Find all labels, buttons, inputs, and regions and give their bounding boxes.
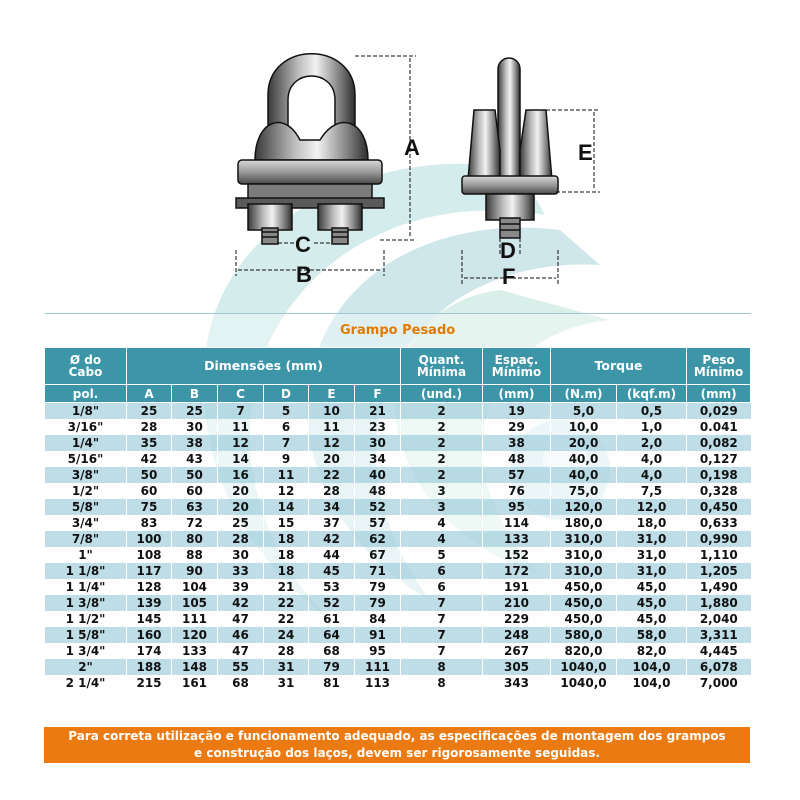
table-cell: 188 bbox=[127, 659, 172, 675]
table-cell: 23 bbox=[355, 419, 401, 435]
table-cell: 6 bbox=[264, 419, 309, 435]
table-cell: 31,0 bbox=[617, 531, 687, 547]
table-row bbox=[45, 675, 751, 691]
cable-size-cell: 1 1/2" bbox=[45, 611, 127, 627]
table-cell: 191 bbox=[483, 579, 551, 595]
table-cell: 343 bbox=[483, 675, 551, 691]
table-row bbox=[45, 435, 751, 451]
dimension-label-f: F bbox=[502, 264, 516, 289]
unit-cell: (mm) bbox=[483, 385, 551, 403]
table-cell: 18,0 bbox=[617, 515, 687, 531]
table-cell: 30 bbox=[218, 547, 264, 563]
table-row bbox=[45, 483, 751, 499]
table-cell: 45,0 bbox=[617, 595, 687, 611]
table-cell: 38 bbox=[483, 435, 551, 451]
table-cell: 63 bbox=[172, 499, 218, 515]
table-cell: 3 bbox=[401, 483, 483, 499]
table-cell: 104 bbox=[172, 579, 218, 595]
table-cell: 7 bbox=[401, 611, 483, 627]
table-cell: 5 bbox=[401, 547, 483, 563]
table-cell: 29 bbox=[483, 419, 551, 435]
table-cell: 24 bbox=[264, 627, 309, 643]
table-cell: 61 bbox=[309, 611, 355, 627]
footer-note bbox=[44, 727, 750, 763]
table-cell: 114 bbox=[483, 515, 551, 531]
table-cell: 0,633 bbox=[687, 515, 751, 531]
table-cell: 450,0 bbox=[551, 579, 617, 595]
table-cell: 34 bbox=[355, 451, 401, 467]
table-cell: 18 bbox=[264, 531, 309, 547]
side-view bbox=[462, 58, 558, 238]
header-min-weight: Peso Mínimo bbox=[687, 348, 751, 385]
table-cell: 0,5 bbox=[617, 403, 687, 420]
table-cell: 580,0 bbox=[551, 627, 617, 643]
dimension-label-c: C bbox=[295, 232, 311, 257]
table-cell: 120,0 bbox=[551, 499, 617, 515]
table-cell: 12 bbox=[218, 435, 264, 451]
table-cell: 2 bbox=[401, 467, 483, 483]
table-cell: 7 bbox=[401, 627, 483, 643]
table-row bbox=[45, 643, 751, 659]
table-cell: 28 bbox=[309, 483, 355, 499]
table-cell: 310,0 bbox=[551, 563, 617, 579]
table-row bbox=[45, 419, 751, 435]
unit-cell: pol. bbox=[45, 385, 127, 403]
table-cell: 11 bbox=[264, 467, 309, 483]
cable-size-cell: 1 3/8" bbox=[45, 595, 127, 611]
cable-size-cell: 1 5/8" bbox=[45, 627, 127, 643]
table-cell: 1,880 bbox=[687, 595, 751, 611]
footer-line-1: Para correta utilização e funcionamento adequado, as especificações de montagem dos grampos bbox=[68, 729, 726, 743]
cable-size-cell: 7/8" bbox=[45, 531, 127, 547]
dimension-label-a: A bbox=[404, 135, 420, 160]
table-cell: 79 bbox=[355, 595, 401, 611]
table-cell: 14 bbox=[264, 499, 309, 515]
table-cell: 310,0 bbox=[551, 531, 617, 547]
table-cell: 90 bbox=[172, 563, 218, 579]
table-cell: 64 bbox=[309, 627, 355, 643]
cable-size-cell: 1/2" bbox=[45, 483, 127, 499]
table-cell: 9 bbox=[264, 451, 309, 467]
table-cell: 28 bbox=[264, 643, 309, 659]
table-cell: 15 bbox=[264, 515, 309, 531]
table-title: Grampo Pesado bbox=[45, 314, 751, 348]
table-cell: 450,0 bbox=[551, 611, 617, 627]
table-cell: 79 bbox=[309, 659, 355, 675]
cable-size-cell: 5/8" bbox=[45, 499, 127, 515]
table-cell: 95 bbox=[355, 643, 401, 659]
table-row bbox=[45, 499, 751, 515]
table-cell: 104,0 bbox=[617, 659, 687, 675]
table-cell: 20 bbox=[218, 483, 264, 499]
table-cell: 16 bbox=[218, 467, 264, 483]
header-torque: Torque bbox=[551, 348, 687, 385]
table-cell: 82,0 bbox=[617, 643, 687, 659]
unit-cell: B bbox=[172, 385, 218, 403]
table-cell: 31,0 bbox=[617, 563, 687, 579]
table-cell: 22 bbox=[309, 467, 355, 483]
table-cell: 215 bbox=[127, 675, 172, 691]
table-cell: 105 bbox=[172, 595, 218, 611]
cable-size-cell: 5/16" bbox=[45, 451, 127, 467]
table-cell: 6,078 bbox=[687, 659, 751, 675]
table-cell: 53 bbox=[309, 579, 355, 595]
table-cell: 28 bbox=[127, 419, 172, 435]
table-cell: 2 bbox=[401, 403, 483, 420]
table-cell: 75,0 bbox=[551, 483, 617, 499]
table-cell: 40,0 bbox=[551, 467, 617, 483]
table-cell: 0,198 bbox=[687, 467, 751, 483]
table-row bbox=[45, 467, 751, 483]
table-cell: 22 bbox=[264, 611, 309, 627]
table-cell: 1,110 bbox=[687, 547, 751, 563]
table-cell: 31,0 bbox=[617, 547, 687, 563]
table-cell: 34 bbox=[309, 499, 355, 515]
table-cell: 7 bbox=[401, 643, 483, 659]
table-cell: 57 bbox=[483, 467, 551, 483]
table-cell: 11 bbox=[309, 419, 355, 435]
table-cell: 4 bbox=[401, 515, 483, 531]
table-cell: 83 bbox=[127, 515, 172, 531]
table-cell: 148 bbox=[172, 659, 218, 675]
table-cell: 18 bbox=[264, 547, 309, 563]
cable-size-cell: 3/16" bbox=[45, 419, 127, 435]
table-cell: 104,0 bbox=[617, 675, 687, 691]
cable-size-cell: 1/8" bbox=[45, 403, 127, 420]
table-cell: 52 bbox=[355, 499, 401, 515]
table-cell: 14 bbox=[218, 451, 264, 467]
table-cell: 22 bbox=[264, 595, 309, 611]
table-cell: 133 bbox=[172, 643, 218, 659]
cable-size-cell: 1 1/8" bbox=[45, 563, 127, 579]
table-cell: 68 bbox=[218, 675, 264, 691]
table-cell: 25 bbox=[127, 403, 172, 420]
table-cell: 40 bbox=[355, 467, 401, 483]
table-cell: 48 bbox=[483, 451, 551, 467]
table-row bbox=[45, 579, 751, 595]
table-cell: 5,0 bbox=[551, 403, 617, 420]
table-cell: 305 bbox=[483, 659, 551, 675]
table-cell: 75 bbox=[127, 499, 172, 515]
table-cell: 7,5 bbox=[617, 483, 687, 499]
table-cell: 18 bbox=[264, 563, 309, 579]
table-cell: 6 bbox=[401, 563, 483, 579]
table-cell: 21 bbox=[355, 403, 401, 420]
table-cell: 88 bbox=[172, 547, 218, 563]
table-cell: 2 bbox=[401, 419, 483, 435]
unit-cell: F bbox=[355, 385, 401, 403]
table-cell: 1,490 bbox=[687, 579, 751, 595]
table-row bbox=[45, 451, 751, 467]
table-cell: 50 bbox=[127, 467, 172, 483]
table-body bbox=[45, 403, 751, 692]
table-cell: 174 bbox=[127, 643, 172, 659]
table-cell: 2,0 bbox=[617, 435, 687, 451]
table-cell: 0,127 bbox=[687, 451, 751, 467]
table-cell: 68 bbox=[309, 643, 355, 659]
table-cell: 267 bbox=[483, 643, 551, 659]
table-row bbox=[45, 403, 751, 420]
table-cell: 46 bbox=[218, 627, 264, 643]
table-cell: 47 bbox=[218, 611, 264, 627]
table-cell: 80 bbox=[172, 531, 218, 547]
table-cell: 4,0 bbox=[617, 467, 687, 483]
header-dimensions: Dimensões (mm) bbox=[127, 348, 401, 385]
table-cell: 21 bbox=[264, 579, 309, 595]
table-cell: 0,328 bbox=[687, 483, 751, 499]
table-cell: 0,450 bbox=[687, 499, 751, 515]
table-cell: 210 bbox=[483, 595, 551, 611]
table-cell: 57 bbox=[355, 515, 401, 531]
table-cell: 55 bbox=[218, 659, 264, 675]
table-row bbox=[45, 531, 751, 547]
unit-cell: D bbox=[264, 385, 309, 403]
dimension-label-e: E bbox=[578, 140, 593, 165]
table-cell: 12,0 bbox=[617, 499, 687, 515]
table-cell: 76 bbox=[483, 483, 551, 499]
table-cell: 30 bbox=[172, 419, 218, 435]
table-cell: 5 bbox=[264, 403, 309, 420]
table-row bbox=[45, 547, 751, 563]
unit-cell: E bbox=[309, 385, 355, 403]
cable-size-cell: 3/4" bbox=[45, 515, 127, 531]
table-cell: 81 bbox=[309, 675, 355, 691]
table-cell: 42 bbox=[127, 451, 172, 467]
table-cell: 111 bbox=[355, 659, 401, 675]
table-cell: 47 bbox=[218, 643, 264, 659]
table-cell: 79 bbox=[355, 579, 401, 595]
table-row bbox=[45, 627, 751, 643]
table-cell: 113 bbox=[355, 675, 401, 691]
table-cell: 12 bbox=[264, 483, 309, 499]
table-cell: 28 bbox=[218, 531, 264, 547]
table-cell: 71 bbox=[355, 563, 401, 579]
table-cell: 172 bbox=[483, 563, 551, 579]
table-cell: 820,0 bbox=[551, 643, 617, 659]
table-cell: 133 bbox=[483, 531, 551, 547]
table-cell: 152 bbox=[483, 547, 551, 563]
header-cable-diameter: Ø do Cabo bbox=[45, 348, 127, 385]
cable-size-cell: 2" bbox=[45, 659, 127, 675]
table-cell: 45,0 bbox=[617, 579, 687, 595]
table-row bbox=[45, 659, 751, 675]
table-cell: 60 bbox=[127, 483, 172, 499]
table-cell: 39 bbox=[218, 579, 264, 595]
table-cell: 25 bbox=[172, 403, 218, 420]
unit-cell: (kqf.m) bbox=[617, 385, 687, 403]
table-cell: 60 bbox=[172, 483, 218, 499]
unit-cell: (und.) bbox=[401, 385, 483, 403]
unit-cell: (N.m) bbox=[551, 385, 617, 403]
unit-cell: (mm) bbox=[687, 385, 751, 403]
table-cell: 42 bbox=[218, 595, 264, 611]
table-cell: 2 bbox=[401, 451, 483, 467]
cable-size-cell: 1 3/4" bbox=[45, 643, 127, 659]
cable-size-cell: 3/8" bbox=[45, 467, 127, 483]
table-cell: 25 bbox=[218, 515, 264, 531]
table-cell: 4,445 bbox=[687, 643, 751, 659]
table-row bbox=[45, 563, 751, 579]
dimension-label-b: B bbox=[296, 262, 312, 287]
table-cell: 31 bbox=[264, 675, 309, 691]
table-cell: 0,082 bbox=[687, 435, 751, 451]
table-cell: 72 bbox=[172, 515, 218, 531]
table-cell: 180,0 bbox=[551, 515, 617, 531]
table-cell: 37 bbox=[309, 515, 355, 531]
table-cell: 48 bbox=[355, 483, 401, 499]
table-cell: 1,0 bbox=[617, 419, 687, 435]
unit-cell: C bbox=[218, 385, 264, 403]
table-cell: 1,205 bbox=[687, 563, 751, 579]
table-cell: 248 bbox=[483, 627, 551, 643]
table-cell: 117 bbox=[127, 563, 172, 579]
table-cell: 145 bbox=[127, 611, 172, 627]
table-cell: 120 bbox=[172, 627, 218, 643]
table-cell: 128 bbox=[127, 579, 172, 595]
table-cell: 50 bbox=[172, 467, 218, 483]
table-cell: 31 bbox=[264, 659, 309, 675]
table-cell: 10 bbox=[309, 403, 355, 420]
cable-size-cell: 2 1/4" bbox=[45, 675, 127, 691]
table-cell: 58,0 bbox=[617, 627, 687, 643]
table-cell: 11 bbox=[218, 419, 264, 435]
table-cell: 7 bbox=[401, 595, 483, 611]
header-min-spacing: Espaç. Mínimo bbox=[483, 348, 551, 385]
table-cell: 38 bbox=[172, 435, 218, 451]
table-cell: 19 bbox=[483, 403, 551, 420]
table-cell: 35 bbox=[127, 435, 172, 451]
front-view bbox=[236, 54, 384, 244]
table-cell: 3 bbox=[401, 499, 483, 515]
table-cell: 3,311 bbox=[687, 627, 751, 643]
table-cell: 229 bbox=[483, 611, 551, 627]
dimension-label-d: D bbox=[500, 238, 516, 263]
footer-line-2: e construção dos laços, devem ser rigorosamente seguidas. bbox=[194, 746, 600, 760]
cable-size-cell: 1/4" bbox=[45, 435, 127, 451]
table-cell: 2 bbox=[401, 435, 483, 451]
table-cell: 43 bbox=[172, 451, 218, 467]
table-cell: 450,0 bbox=[551, 595, 617, 611]
table-cell: 7 bbox=[264, 435, 309, 451]
table-cell: 8 bbox=[401, 659, 483, 675]
table-cell: 45,0 bbox=[617, 611, 687, 627]
table-cell: 100 bbox=[127, 531, 172, 547]
table-cell: 139 bbox=[127, 595, 172, 611]
table-cell: 4 bbox=[401, 531, 483, 547]
table-cell: 111 bbox=[172, 611, 218, 627]
table-cell: 84 bbox=[355, 611, 401, 627]
table-cell: 0,029 bbox=[687, 403, 751, 420]
table-cell: 1040,0 bbox=[551, 675, 617, 691]
table-cell: 7,000 bbox=[687, 675, 751, 691]
table-cell: 95 bbox=[483, 499, 551, 515]
table-cell: 160 bbox=[127, 627, 172, 643]
table-cell: 20 bbox=[309, 451, 355, 467]
table-row bbox=[45, 515, 751, 531]
table-row bbox=[45, 595, 751, 611]
table-cell: 67 bbox=[355, 547, 401, 563]
table-cell: 20 bbox=[218, 499, 264, 515]
table-cell: 7 bbox=[218, 403, 264, 420]
table-cell: 91 bbox=[355, 627, 401, 643]
table-cell: 10,0 bbox=[551, 419, 617, 435]
cable-size-cell: 1" bbox=[45, 547, 127, 563]
table-cell: 108 bbox=[127, 547, 172, 563]
table-cell: 0.041 bbox=[687, 419, 751, 435]
spec-table bbox=[44, 313, 751, 691]
table-cell: 40,0 bbox=[551, 451, 617, 467]
wire-rope-clip-diagram bbox=[0, 0, 800, 310]
table-cell: 0,990 bbox=[687, 531, 751, 547]
table-cell: 52 bbox=[309, 595, 355, 611]
table-cell: 33 bbox=[218, 563, 264, 579]
table-cell: 44 bbox=[309, 547, 355, 563]
table-cell: 45 bbox=[309, 563, 355, 579]
table-cell: 12 bbox=[309, 435, 355, 451]
header-min-quantity: Quant. Mínima bbox=[401, 348, 483, 385]
table-cell: 1040,0 bbox=[551, 659, 617, 675]
table-row bbox=[45, 611, 751, 627]
table-cell: 30 bbox=[355, 435, 401, 451]
table-cell: 310,0 bbox=[551, 547, 617, 563]
cable-size-cell: 1 1/4" bbox=[45, 579, 127, 595]
table-cell: 2,040 bbox=[687, 611, 751, 627]
table-cell: 6 bbox=[401, 579, 483, 595]
unit-cell: A bbox=[127, 385, 172, 403]
table-cell: 42 bbox=[309, 531, 355, 547]
table-cell: 20,0 bbox=[551, 435, 617, 451]
table-cell: 62 bbox=[355, 531, 401, 547]
table-cell: 8 bbox=[401, 675, 483, 691]
table-cell: 161 bbox=[172, 675, 218, 691]
table-cell: 4,0 bbox=[617, 451, 687, 467]
